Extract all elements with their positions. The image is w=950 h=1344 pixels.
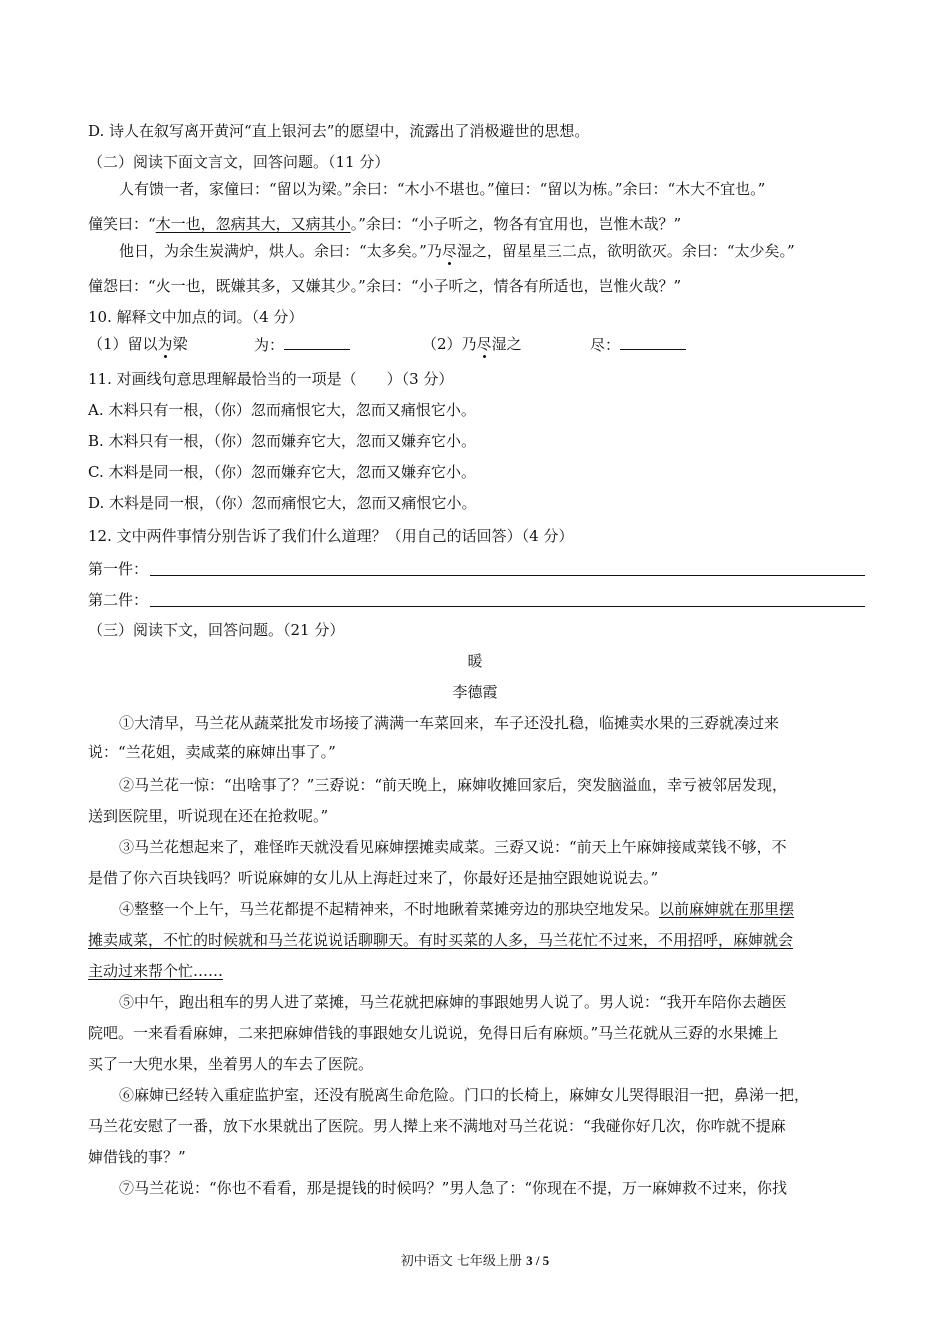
q10-answer-1[interactable]: 为：: [254, 334, 350, 355]
para-4-line1: ④整整一个上午，马兰花都提不起精神来，不时地瞅着菜摊旁边的那块空地发呆。以前麻婶就在那里摆: [119, 900, 795, 918]
q11-option-c: C. 木料是同一根，（你）忽而嫌弃它大，忽而又嫌弃它小。: [88, 463, 476, 481]
q9-option-d: D. 诗人在叙写离开黄河“直上银河去”的愿望中，流露出了消极避世的思想。: [88, 122, 590, 140]
dotted-word: 尽: [441, 242, 457, 260]
para-6-line2: 马兰花安慰了一番，放下水果就出了医院。男人撵上来不满地对马兰花说：“我碰你好几次，你咋就不提麻: [88, 1117, 786, 1135]
section-3-heading: （三）阅读下文，回答问题。（21 分）: [88, 621, 345, 639]
classical-text-p2-line1: 他日，为余生炭满炉，烘人。余曰：“太多矣。”乃尽湿之，留星星三二点，欲明欲灭。余曰：“太少矣。”: [119, 242, 795, 260]
para-5-line2: 院吧。一来看看麻婶，二来把麻婶借钱的事跟她女儿说说，免得日后有麻烦。”马兰花就从三孬的水果摊上: [88, 1024, 779, 1042]
underlined-sentence: 木一也，忽病其大，又病其小: [155, 215, 351, 233]
q12-second-label: 第二件：: [88, 591, 149, 609]
answer-blank: [620, 334, 686, 350]
answer-blank: [284, 334, 350, 350]
para-3-line1: ③马兰花想起来了，难怪昨天就没看见麻婶摆摊卖咸菜。三孬又说：“前天上午麻婶接咸菜钱不够，不: [119, 838, 787, 856]
para-5-line1: ⑤中午，跑出租车的男人进了菜摊，马兰花就把麻婶的事跟她男人说了。男人说：“我开车陪你去趟医: [119, 993, 787, 1011]
para-1-line1: ①大清早，马兰花从蔬菜批发市场接了满满一车菜回来，车子还没扎稳，临摊卖水果的三孬就凑过来: [119, 714, 780, 732]
q10-stem: 10. 解释文中加点的词。（4 分）: [88, 308, 304, 326]
q11-option-b: B. 木料只有一根，（你）忽而嫌弃它大，忽而又嫌弃它小。: [88, 432, 477, 450]
q11-option-a: A. 木料只有一根，（你）忽而痛恨它大，忽而又痛恨它小。: [88, 401, 476, 419]
para-3-line2: 是借了你六百块钱吗？听说麻婶的女儿从上海赶过来了，你最好还是抽空跟她说说去。”: [88, 869, 659, 887]
q10-answer-2[interactable]: 尽：: [590, 334, 686, 355]
para-1-line2: 说：“兰花姐，卖咸菜的麻婶出事了。”: [88, 743, 336, 761]
q12-stem: 12. 文中两件事情分别告诉了我们什么道理？（用自己的话回答）（4 分）: [88, 527, 574, 545]
para-6-line1: ⑥麻婶已经转入重症监护室，还没有脱离生命危险。门口的长椅上，麻婶女儿哭得眼泪一把，鼻涕一把，: [119, 1086, 810, 1104]
classical-text-p1-line1: 人有馈一者，家僮曰：“留以为梁。”余曰：“木小不堪也。”僮曰：“留以为栋。”余曰：“木大不宜也。”: [119, 180, 766, 198]
article-title: 暖: [467, 652, 483, 670]
para-4-line3: 主动过来帮个忙……: [88, 962, 224, 980]
q12-first-answer-line[interactable]: [150, 575, 865, 576]
classical-text-p2-line2: 僮怨曰：“火一也，既嫌其多，又嫌其少。”余曰：“小子听之，情各有所适也，岂惟火哉？”: [88, 277, 682, 295]
q12-first-label: 第一件：: [88, 560, 149, 578]
article-author: 李德霞: [452, 683, 498, 701]
q11-option-d: D. 木料是同一根，（你）忽而痛恨它大，忽而又痛恨它小。: [88, 494, 477, 512]
q11-stem: 11. 对画线句意思理解最恰当的一项是（ ）（3 分）: [88, 370, 454, 388]
page-footer: 初中语文 七年级上册 3 / 5: [400, 1253, 550, 1269]
section-2-heading: （二）阅读下面文言文，回答问题。（11 分）: [88, 153, 390, 171]
para-5-line3: 买了一大兜水果，坐着男人的车去了医院。: [88, 1055, 374, 1073]
para-7-line1: ⑦马兰花说：“你也不看看，那是提钱的时候吗？”男人急了：“你现在不提，万一麻婶救不过来，你找: [119, 1179, 788, 1197]
q10-item-2: （2）乃尽湿之: [422, 335, 522, 353]
para-2-line2: 送到医院里，听说现在还在抢救呢。”: [88, 807, 329, 825]
q12-second-answer-line[interactable]: [150, 606, 865, 607]
para-2-line1: ②马兰花一惊：“出啥事了？”三孬说：“前天晚上，麻婶收摊回家后，突发脑溢血，幸亏被邻居发现，: [119, 776, 788, 794]
para-4-line2: 摊卖咸菜，不忙的时候就和马兰花说说话聊聊天。有时买菜的人多，马兰花忙不过来，不用招呼，麻婶就会: [88, 931, 794, 949]
para-6-line3: 婶借钱的事？”: [88, 1148, 186, 1166]
q10-item-1: （1）留以为梁: [88, 335, 188, 353]
classical-text-p1-line2: 僮笑曰：“木一也，忽病其大，又病其小。”余曰：“小子听之，物各有宜用也，岂惟木哉？”: [88, 215, 682, 233]
page-number: 3 / 5: [526, 1253, 550, 1268]
